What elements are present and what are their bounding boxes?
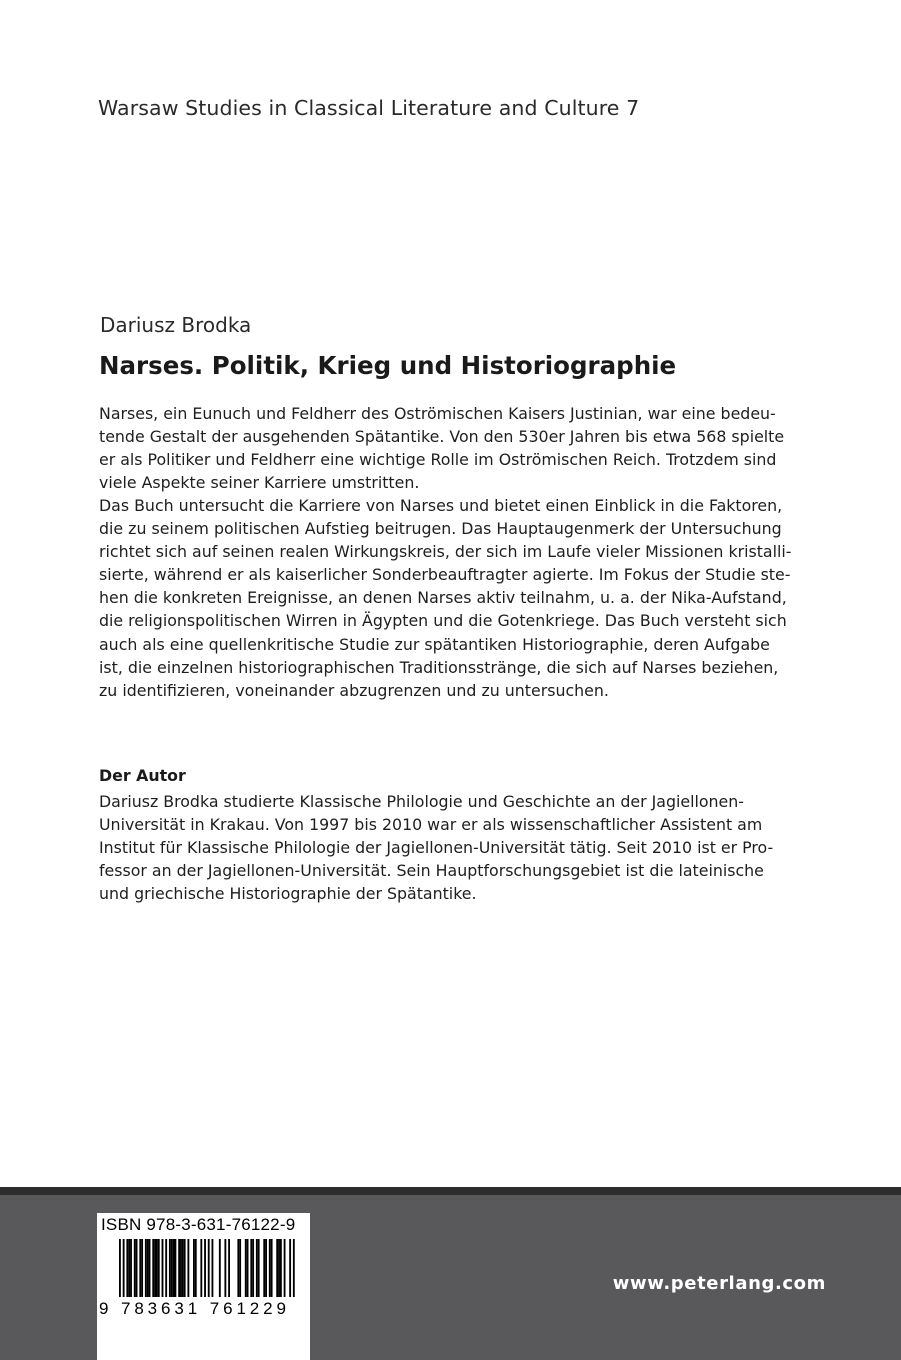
barcode-bar bbox=[126, 1239, 128, 1297]
barcode-bar bbox=[200, 1239, 202, 1297]
barcode-bar bbox=[162, 1239, 164, 1297]
barcode-bar bbox=[156, 1239, 158, 1297]
barcode-bar bbox=[265, 1239, 267, 1297]
text-line: er als Politiker und Feldherr eine wichtige Rolle im Oströmischen Reich. Trotzdem sind bbox=[99, 450, 777, 470]
barcode-bar bbox=[154, 1239, 156, 1297]
text-line: Universität in Krakau. Von 1997 bis 2010 war er als wissenschaftlicher Assistent am bbox=[99, 815, 763, 835]
barcode-bar bbox=[252, 1239, 254, 1297]
barcode-bar bbox=[271, 1239, 273, 1297]
text-line: viele Aspekte seiner Karriere umstritten. bbox=[99, 473, 420, 493]
barcode-bar bbox=[245, 1239, 247, 1297]
barcode-bar bbox=[136, 1239, 138, 1297]
barcode-bar bbox=[149, 1239, 151, 1297]
barcode-bar bbox=[145, 1239, 147, 1297]
barcode-bar bbox=[204, 1239, 206, 1297]
barcode-bar bbox=[178, 1239, 180, 1297]
barcode-bar bbox=[134, 1239, 136, 1297]
barcode-bar bbox=[224, 1239, 226, 1297]
text-line: auch als eine quellenkritische Studie zur spätantiken Historiographie, deren Aufgabe bbox=[99, 634, 770, 654]
barcode-bar bbox=[208, 1239, 210, 1297]
barcode-bar bbox=[187, 1239, 189, 1297]
barcode-bar bbox=[219, 1239, 221, 1297]
barcode-bar bbox=[237, 1239, 239, 1297]
barcode-bars bbox=[97, 1239, 310, 1301]
book-title: Narses. Politik, Krieg und Historiographie bbox=[99, 351, 677, 380]
footer-top-stripe bbox=[0, 1187, 901, 1195]
text-line: und griechische Historiographie der Spätantike. bbox=[99, 884, 477, 904]
barcode-bar bbox=[278, 1239, 280, 1297]
publisher-website: www.peterlang.com bbox=[612, 1273, 826, 1294]
blurb-intro-paragraph bbox=[99, 402, 839, 494]
barcode-bar bbox=[184, 1239, 186, 1297]
blurb-main-paragraph bbox=[99, 494, 839, 702]
barcode-bar bbox=[258, 1239, 260, 1297]
text-line: Narses, ein Eunuch und Feldherr des Oströmischen Kaisers Justinian, war eine bedeu- bbox=[99, 404, 776, 423]
text-line: Institut für Klassische Philologie der Jagiellonen-Universität tätig. Seit 2010 ist er Pro- bbox=[99, 838, 774, 858]
text-line: tende Gestalt der ausgehenden Spätantike. Von den 530er Jahren bis etwa 568 spielte bbox=[99, 427, 785, 447]
isbn-label: ISBN 978-3-631-76122-9 bbox=[101, 1215, 296, 1234]
barcode-bar bbox=[158, 1239, 160, 1297]
barcode-bar bbox=[147, 1239, 149, 1297]
isbn-barcode bbox=[97, 1213, 310, 1360]
barcode-bar bbox=[152, 1239, 154, 1297]
barcode-bar bbox=[276, 1239, 278, 1297]
text-line: ist, die einzelnen historiographischen Traditionsstränge, die sich auf Narses beziehen, bbox=[99, 657, 779, 677]
barcode-bar bbox=[128, 1239, 130, 1297]
barcode-bar bbox=[289, 1239, 291, 1297]
barcode-bar bbox=[269, 1239, 271, 1297]
barcode-bar bbox=[250, 1239, 252, 1297]
barcode-bar bbox=[180, 1239, 182, 1297]
barcode-bar bbox=[182, 1239, 184, 1297]
barcode-bar bbox=[119, 1239, 121, 1297]
barcode-bar bbox=[228, 1239, 230, 1297]
text-line: Dariusz Brodka studierte Klassische Philologie und Geschichte an der Jagiellonen- bbox=[99, 792, 744, 811]
barcode-bar bbox=[195, 1239, 197, 1297]
barcode-bar bbox=[165, 1239, 167, 1297]
barcode-bar bbox=[169, 1239, 171, 1297]
barcode-bar bbox=[256, 1239, 258, 1297]
text-line: fessor an der Jagiellonen-Universität. Sein Hauptforschungsgebiet ist die lateinische bbox=[99, 861, 764, 881]
barcode-bar bbox=[280, 1239, 282, 1297]
barcode-bar bbox=[175, 1239, 177, 1297]
barcode-bar bbox=[293, 1239, 295, 1297]
author-name: Dariusz Brodka bbox=[100, 313, 252, 337]
barcode-bar bbox=[141, 1239, 143, 1297]
barcode-bar bbox=[130, 1239, 132, 1297]
text-line: hen die konkreten Ereignisse, an denen Narses aktiv teilnahm, u. a. der Nika-Aufstand, bbox=[99, 588, 787, 608]
series-title: Warsaw Studies in Classical Literature and Culture 7 bbox=[98, 96, 640, 120]
text-line: richtet sich auf seinen realen Wirkungskreis, der sich im Laufe vieler Missionen kristalli- bbox=[99, 542, 792, 562]
barcode-bar bbox=[173, 1239, 175, 1297]
barcode-number: 9 783631 761229 bbox=[99, 1299, 290, 1318]
about-author-paragraph bbox=[99, 790, 839, 905]
text-line: die zu seinem politischen Aufstieg beitrugen. Das Hauptaugenmerk der Untersuchung bbox=[99, 519, 782, 539]
barcode-bar bbox=[139, 1239, 141, 1297]
barcode-bar bbox=[247, 1239, 249, 1297]
barcode-bar bbox=[239, 1239, 241, 1297]
about-author-heading: Der Autor bbox=[99, 766, 186, 785]
text-line: die religionspolitischen Wirren in Ägypten und die Gotenkriege. Das Buch versteht sich bbox=[99, 611, 787, 631]
barcode-bar bbox=[212, 1239, 214, 1297]
barcode-bar bbox=[171, 1239, 173, 1297]
text-line: zu identifizieren, voneinander abzugrenzen und zu untersuchen. bbox=[99, 680, 609, 700]
text-line: sierte, während er als kaiserlicher Sonderbeauftragter agierte. Im Fokus der Studie ste- bbox=[99, 565, 791, 585]
barcode-bar bbox=[263, 1239, 265, 1297]
barcode-bar bbox=[123, 1239, 125, 1297]
text-line: Das Buch untersucht die Karriere von Narses und bietet einen Einblick in die Faktoren, bbox=[99, 496, 783, 515]
barcode-bar bbox=[193, 1239, 195, 1297]
barcode-bar bbox=[284, 1239, 286, 1297]
